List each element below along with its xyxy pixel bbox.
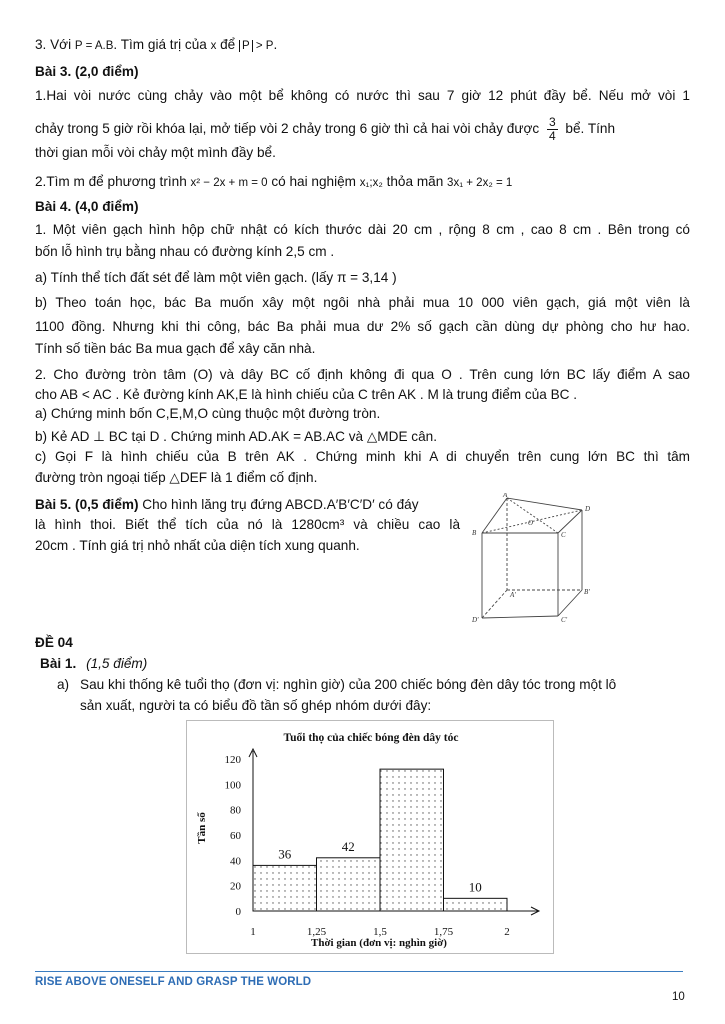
bai4-line-8: cho AB < AC . Kẻ đường kính AK,E là hình chiếu của C trên AK . M là trung điểm của BC . — [35, 387, 578, 402]
bai5-line-1 — [35, 496, 460, 514]
x-tick-label: 2 — [504, 926, 510, 938]
question-3 — [35, 36, 690, 55]
footer-divider — [35, 971, 683, 972]
page-number: 10 — [672, 991, 685, 1003]
bai4-title: Bài 4. (4,0 điểm) — [35, 199, 139, 214]
bai5-title: Bài 5. (0,5 điểm) — [35, 497, 139, 512]
bai3-title: Bài 3. (2,0 điểm) — [35, 64, 139, 79]
x-tick-label: 1 — [250, 926, 256, 938]
bai4-line-9: a) Chứng minh bốn C,E,M,O cùng thuộc một đường tròn. — [35, 406, 381, 421]
bai4-line-4: b) Theo toán học, bác Ba muốn xây một ngôi nhà phải mua 10 000 viên gạch, giá một viên là — [35, 295, 690, 310]
label-a2: A' — [510, 591, 516, 599]
label-b2: B' — [584, 588, 590, 596]
histogram-bar — [380, 769, 444, 911]
bai4-line-12: đường tròn ngoại tiếp △DEF là 1 điểm cố định. — [35, 470, 318, 485]
bai4-line-6: Tính số tiền bác Ba mua gạch để xây căn nhà. — [35, 341, 316, 356]
bai3-line-4 — [35, 173, 690, 192]
fraction — [547, 116, 558, 143]
y-axis-label: Tần số — [196, 812, 208, 844]
y-tick-label: 40 — [230, 855, 241, 868]
q3-var: x — [210, 40, 217, 52]
y-tick-label: 60 — [230, 830, 241, 842]
bar-value-label: 36 — [278, 846, 292, 862]
edge-d2c2 — [482, 616, 558, 618]
bai5-line-2: là hình thoi. Biết thể tích của nó là 1280cm³ và chiều cao là — [35, 517, 460, 532]
bai3-line-3: thời gian mỗi vòi chảy một mình đầy bể. — [35, 145, 276, 160]
bai5-line-1-text: Cho hình lăng trụ đứng ABCD.A′B′C′D′ có đáy — [138, 497, 419, 512]
q3-text: 3. Với — [35, 37, 75, 52]
de04-title: ĐỀ 04 — [35, 635, 73, 650]
equation-2: 3x₁ + 2x₂ = 1 — [447, 177, 513, 189]
label-d: D — [585, 505, 591, 513]
y-tick-label: 120 — [224, 754, 241, 766]
histogram-bar — [444, 898, 508, 911]
footer-slogan: RISE ABOVE ONESELF AND GRASP THE WORLD — [35, 976, 312, 988]
histogram-bar — [253, 865, 317, 911]
bai3-line-4a: 2.Tìm m để phương trình — [35, 174, 191, 189]
fraction-den: 4 — [548, 128, 556, 143]
edge-d2a2 — [482, 590, 507, 618]
histogram-chart — [186, 720, 554, 954]
bai5-line-3: 20cm . Tính giá trị nhỏ nhất của diện tích xung quanh. — [35, 538, 360, 553]
chart-svg — [187, 721, 553, 953]
bai3-line-4c: thỏa mãn — [382, 174, 448, 189]
diag-ac — [507, 498, 558, 533]
y-tick-label: 20 — [230, 880, 241, 893]
y-tick-label: 0 — [235, 906, 241, 918]
q3-text-mid: . Tìm giá trị của — [113, 37, 211, 52]
label-a: A — [503, 493, 508, 499]
label-c: C — [561, 531, 566, 539]
chart-title: Tuổi thọ của chiếc bóng đèn dây tóc — [283, 732, 459, 744]
de04-bai1-points: (1,5 điểm) — [86, 656, 148, 671]
edge-c2b2 — [558, 590, 582, 616]
bai3-line-4b: có hai nghiệm — [267, 174, 360, 189]
q3-abs: P — [239, 40, 253, 52]
roots: x₁;x₂ — [359, 177, 383, 189]
label-o: O — [528, 519, 534, 527]
x-tick-label: 1,75 — [433, 926, 454, 938]
bai3-line-2 — [35, 114, 690, 144]
bai4-line-7: 2. Cho đường tròn tâm (O) và dây BC cố định không đi qua O . Trên cung lớn BC lấy điểm A sao — [35, 367, 690, 382]
prism-figure — [470, 493, 610, 623]
bai3-line-2a: chảy trong 5 giờ rồi khóa lại, mở tiếp vòi 2 chảy trong 6 giờ thì cả hai vòi chảy được — [35, 121, 540, 136]
bai4-line-2: bốn lỗ hình trụ bằng nhau có đường kính 2,5 cm . — [35, 244, 335, 259]
de04-a-line-2: sản xuất, người ta có biểu đồ tần số ghép nhóm dưới đây: — [80, 698, 432, 713]
de04-a-line-1: Sau khi thống kê tuổi thọ (đơn vị: nghìn giờ) của 200 chiếc bóng đèn dây tóc trong một lô — [80, 677, 617, 692]
bai3-line-1: 1.Hai vòi nước cùng chảy vào một bể không có nước thì sau 7 giờ 12 phút đầy bể. Nếu mở vòi 1 — [35, 88, 690, 103]
histogram-bar — [317, 858, 381, 911]
de04-a-label: a) — [57, 677, 70, 692]
bar-value-label: 42 — [341, 838, 355, 854]
bai4-line-5: 1100 đồng. Nhưng khi thi công, bác Ba phải mua dư 2% số gạch cần dùng dự phòng cho hư hao. — [35, 319, 690, 334]
bai4-line-11: c) Gọi F là hình chiếu của B trên AK . Chứng minh khi A di chuyển trên cung lớn BC thì tâm — [35, 449, 690, 464]
q3-end: . — [273, 37, 278, 52]
bai4-line-3: a) Tính thể tích đất sét để làm một viên gạch. (lấy π = 3,14 ) — [35, 270, 397, 285]
label-c2: C' — [561, 616, 568, 623]
fraction-num: 3 — [548, 114, 556, 129]
y-tick-label: 100 — [224, 779, 241, 792]
y-tick-label: 80 — [230, 804, 241, 817]
bar-value-label: 10 — [468, 879, 482, 895]
bai4-line-1: 1. Một viên gạch hình hộp chữ nhật có kích thước dài 20 cm , rộng 8 cm , cao 8 cm . Bên trong có — [35, 222, 690, 237]
de04-bai1 — [40, 655, 695, 673]
equation-1: x² − 2x + m = 0 — [190, 177, 268, 189]
q3-ineq: > P — [252, 40, 274, 52]
q3-text-post: để — [216, 37, 240, 52]
label-b: B — [472, 529, 477, 537]
x-axis-label: Thời gian (đơn vị: nghìn giờ) — [311, 937, 447, 949]
edge-bc — [558, 510, 582, 533]
de04-bai1-label: Bài 1. — [40, 656, 77, 671]
bai4-line-10: b) Kẻ AD ⊥ BC tại D . Chứng minh AD.AK = AB.AC và △MDE cân. — [35, 429, 437, 444]
edge-ab — [507, 498, 582, 510]
q3-expr: P = A.B — [74, 40, 114, 52]
label-d2: D' — [472, 616, 479, 623]
bai3-line-2b: bể. Tính — [565, 121, 616, 136]
x-tick-label: 1,25 — [306, 926, 327, 938]
x-tick-label: 1,5 — [373, 926, 387, 938]
